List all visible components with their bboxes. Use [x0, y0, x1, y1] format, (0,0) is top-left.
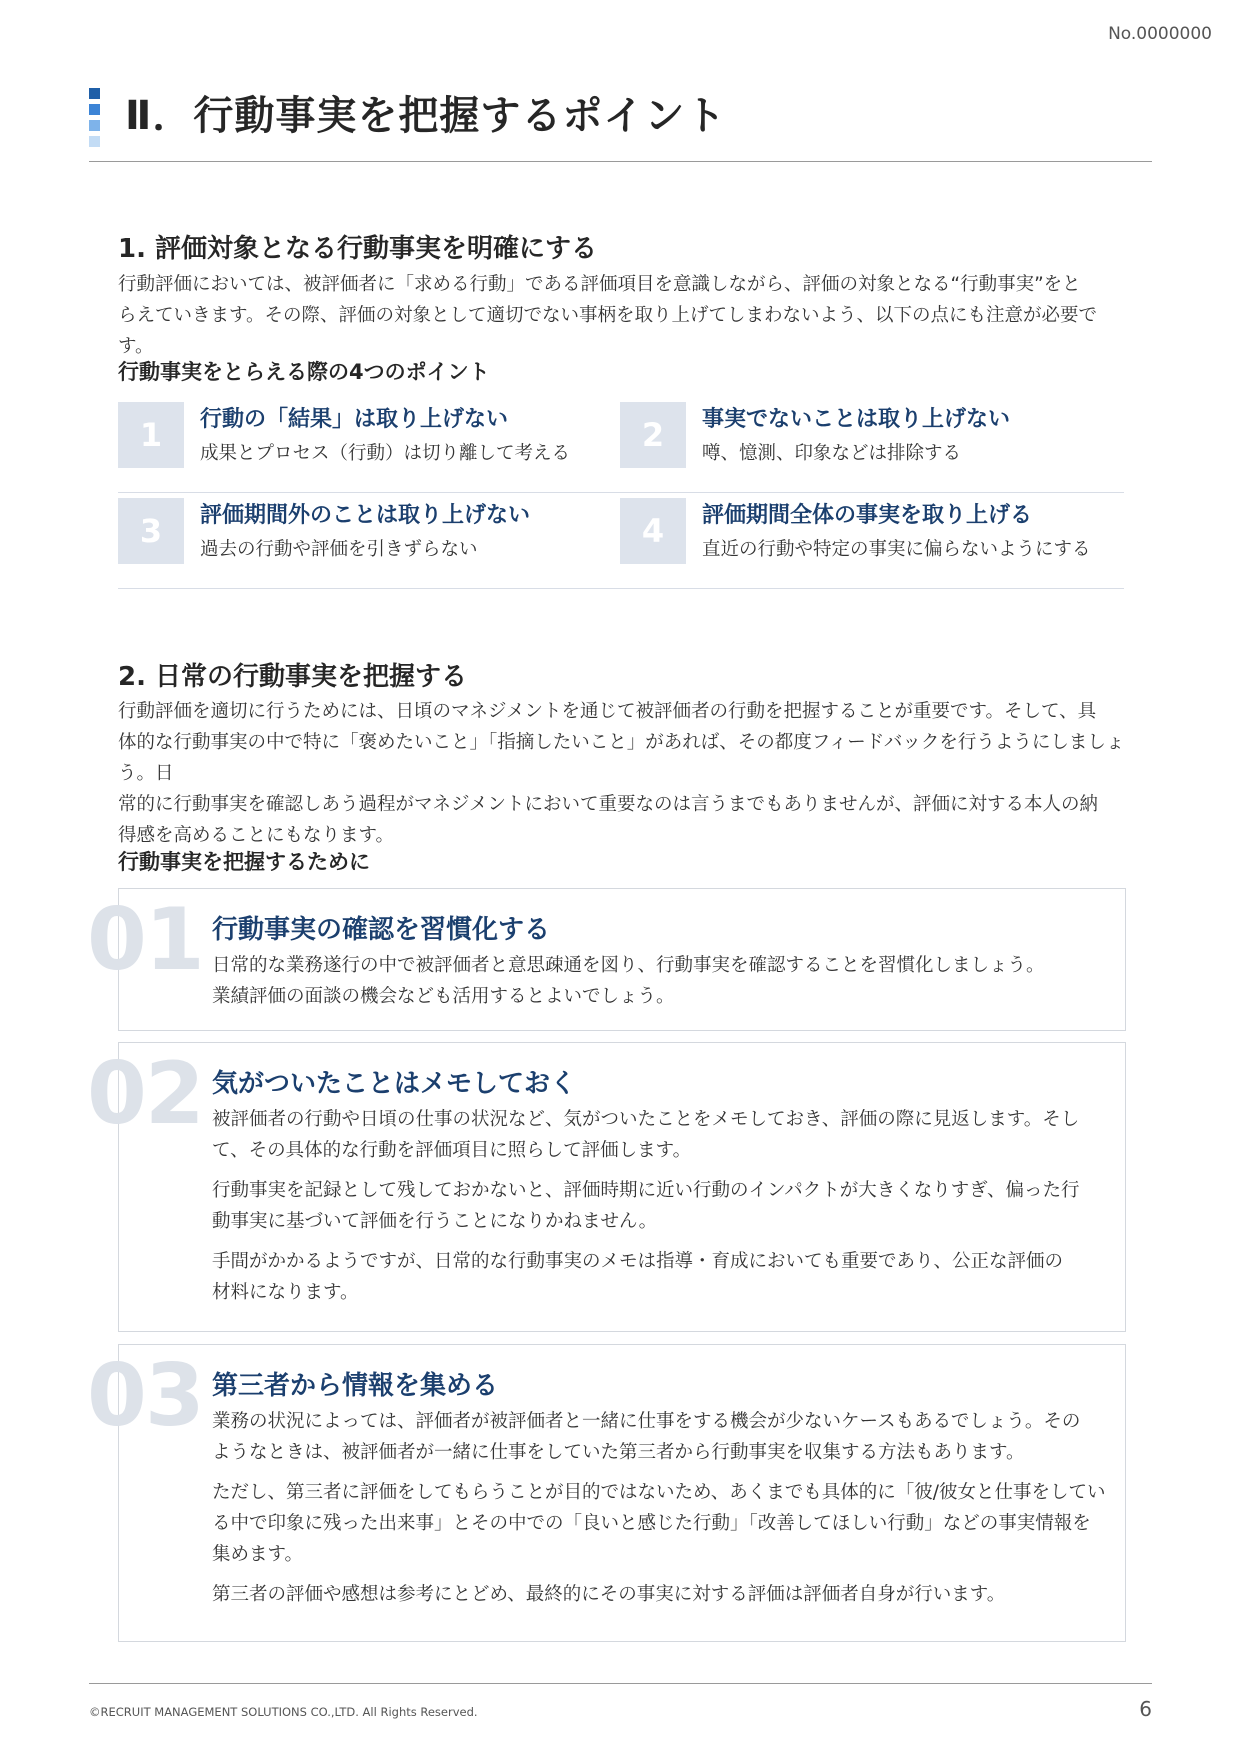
card-body	[212, 1104, 1107, 1317]
page-number: 6	[1139, 1697, 1152, 1721]
page-title: Ⅱ．行動事実を把握するポイント	[125, 93, 727, 139]
card-paragraph	[212, 1579, 1107, 1610]
section2-intro-line: 体的な行動事実の中で特に「褒めたいこと」「指摘したいこと」があれば、その都度フィードバックを行うようにしましょう。日	[118, 732, 1125, 784]
point-number: 3	[118, 498, 184, 564]
point-title: 行動の「結果」は取り上げない	[200, 407, 509, 432]
card-line: て、その具体的な行動を評価項目に照らして評価します。	[212, 1140, 692, 1161]
card-paragraph	[212, 1477, 1107, 1570]
section2-intro-line: 得感を高めることにもなります。	[118, 825, 395, 846]
card-line: 業績評価の面談の機会なども活用するとよいでしょう。	[212, 986, 675, 1007]
card-line: 業務の状況によっては、評価者が被評価者と一緒に仕事をする機会が少ないケースもあるでしょう。その	[212, 1411, 1081, 1432]
footer-divider	[89, 1683, 1152, 1684]
card-line: 日常的な業務遂行の中で被評価者と意思疎通を図り、行動事実を確認することを習慣化しましょう。	[212, 955, 1045, 976]
card-title: 第三者から情報を集める	[212, 1371, 499, 1401]
card-line: 被評価者の行動や日頃の仕事の状況など、気がついたことをメモしておき、評価の際に見返します。そし	[212, 1109, 1080, 1130]
section2-title: 2. 日常の行動事実を把握する	[118, 662, 468, 692]
section2-intro-line: 行動評価を適切に行うためには、日頃のマネジメントを通じて被評価者の行動を把握することが重要です。そして、具	[118, 701, 1097, 722]
section1-intro-line: 行動評価においては、被評価者に「求める行動」である評価項目を意識しながら、評価の対象となる“行動事実”をと	[118, 274, 1081, 295]
point-item	[118, 492, 623, 589]
card-line: 手間がかかるようですが、日常的な行動事実のメモは指導・育成においても重要であり、公正な評価の	[212, 1251, 1064, 1272]
point-title: 評価期間全体の事実を取り上げる	[702, 503, 1033, 528]
document-number: No.0000000	[1108, 24, 1212, 44]
point-number: 1	[118, 402, 184, 468]
tips-heading: 行動事実を把握するために	[118, 850, 370, 874]
header-divider	[89, 161, 1152, 162]
tip-card	[87, 888, 1126, 1031]
card-body	[212, 1406, 1107, 1619]
card-line: ただし、第三者に評価をしてもらうことが目的ではないため、あくまでも具体的に「彼/彼女と仕事をしてい	[212, 1482, 1106, 1503]
tip-card	[87, 1042, 1126, 1332]
card-paragraph	[212, 1104, 1107, 1166]
card-line: 動事実に基づいて評価を行うことになりかねません。	[212, 1211, 658, 1232]
points-heading: 行動事実をとらえる際の4つのポイント	[118, 360, 490, 384]
section2-intro	[118, 696, 1128, 851]
point-number: 4	[620, 498, 686, 564]
card-title: 行動事実の確認を習慣化する	[212, 915, 551, 945]
header-deco-square	[89, 120, 100, 131]
section1-title: 1. 評価対象となる行動事実を明確にする	[118, 234, 598, 264]
point-title: 事実でないことは取り上げない	[702, 407, 1011, 432]
card-line: 行動事実を記録として残しておかないと、評価時期に近い行動のインパクトが大きくなりすぎ、偏った行	[212, 1180, 1080, 1201]
point-description: 噂、憶測、印象などは排除する	[702, 443, 962, 464]
point-title: 評価期間外のことは取り上げない	[200, 503, 531, 528]
section2-intro-line: 常的に行動事実を確認しあう過程がマネジメントにおいて重要なのは言うまでもありませんが、評価に対する本人の納	[118, 794, 1098, 815]
card-body	[212, 950, 1107, 1021]
tip-card	[87, 1344, 1126, 1642]
card-paragraph	[212, 1175, 1107, 1237]
point-description: 成果とプロセス（行動）は切り離して考える	[200, 443, 571, 464]
point-item	[118, 396, 623, 493]
card-number: 01	[87, 890, 203, 990]
card-line: 第三者の評価や感想は参考にとどめ、最終的にその事実に対する評価は評価者自身が行います。	[212, 1584, 1006, 1605]
card-paragraph	[212, 1406, 1107, 1468]
section1-intro-line: らえていきます。その際、評価の対象として適切でない事柄を取り上げてしまわないよう、以下の点にも注意が必要です。	[118, 305, 1098, 357]
point-description: 直近の行動や特定の事実に偏らないようにする	[702, 539, 1091, 560]
card-title: 気がついたことはメモしておく	[212, 1069, 577, 1099]
header-deco-square	[89, 104, 100, 115]
card-number: 03	[87, 1346, 203, 1446]
card-line: る中で印象に残った出来事」とその中での「良いと感じた行動」「改善してほしい行動」などの事実情報を	[212, 1513, 1091, 1534]
point-item	[620, 492, 1124, 589]
card-line: ようなときは、被評価者が一緒に仕事をしていた第三者から行動事実を収集する方法もあります。	[212, 1442, 1025, 1463]
header-deco-square	[89, 136, 100, 147]
point-description: 過去の行動や評価を引きずらない	[200, 539, 478, 560]
header-decoration	[89, 88, 101, 152]
card-paragraph	[212, 950, 1107, 1012]
card-paragraph	[212, 1246, 1107, 1308]
section1-intro	[118, 269, 1128, 362]
header-deco-square	[89, 88, 100, 99]
point-item	[620, 396, 1124, 493]
card-line: 集めます。	[212, 1544, 304, 1565]
card-number: 02	[87, 1044, 203, 1144]
card-line: 材料になります。	[212, 1282, 359, 1303]
page-header	[89, 88, 1152, 162]
point-number: 2	[620, 402, 686, 468]
copyright-notice: ©RECRUIT MANAGEMENT SOLUTIONS CO.,LTD. All Rights Reserved.	[89, 1705, 478, 1719]
